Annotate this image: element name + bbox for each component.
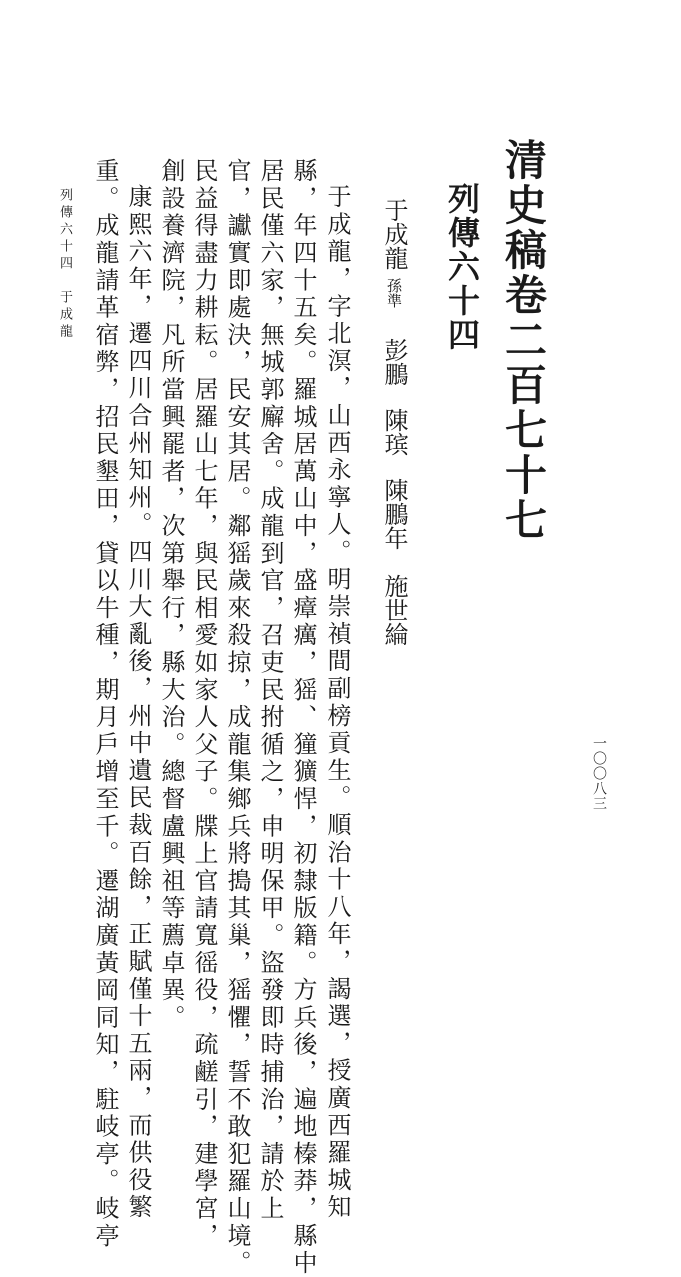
subject-chen-bin: 陳瑸 [380, 408, 408, 456]
subject-main-name: 于成龍 [380, 198, 408, 270]
subject-main [382, 198, 406, 308]
page-number: 一〇〇八三 [591, 736, 607, 811]
body-column-8: 重。成龍請革宿弊，招民墾田，貸以牛種，期月戶增至千。遷湖廣黃岡同知，駐岐亭。岐亭 [91, 158, 119, 1250]
body-column-5: 民益得盡力耕耘。居羅山七年，與民相愛如家人父子。牒上官請寬徭役，疏鹺引，建學宮， [190, 158, 218, 1250]
subject-peng-peng: 彭鵬 [380, 338, 408, 386]
body-column-7: 康熙六年，遷四川合州知州。四川大亂後，州中遺民裁百餘，正賦僅十五兩，而供役繁 [124, 184, 152, 1222]
body-column-6: 創設養濟院，凡所當興罷者，次第舉行，縣大治。總督盧興祖等薦卓異。 [157, 158, 185, 1032]
body-column-2: 縣，年四十五矣。羅城居萬山中，盛瘴癘，猺、獞獷悍，初隸版籍。方兵後，遍地榛莽，縣中 [289, 158, 317, 1277]
book-title: 清史稿卷二百七十七 [499, 138, 548, 543]
subject-note: 孫準 [385, 278, 403, 308]
chapter-title: 列傳六十四 [443, 182, 481, 352]
margin-running-head: 列傳六十四 于成龍 [57, 188, 72, 341]
body-column-4: 官，讞實即處決，民安其居。鄰猺歲來殺掠，成龍集鄉兵將搗其巢，猺懼，誓不敢犯羅山境。 [223, 158, 251, 1277]
subject-shi-shilun: 施世綸 [380, 574, 408, 646]
body-column-1: 于成龍，字北溟，山西永寧人。明崇禎間副榜貢生。順治十八年，謁選，授廣西羅城知 [323, 184, 351, 1222]
subject-chen-pengnian: 陳鵬年 [380, 478, 408, 550]
body-column-3: 居民僅六家，無城郭廨舍。成龍到官，召吏民拊循之，申明保甲。盜發即時捕治，請於上 [256, 158, 284, 1223]
